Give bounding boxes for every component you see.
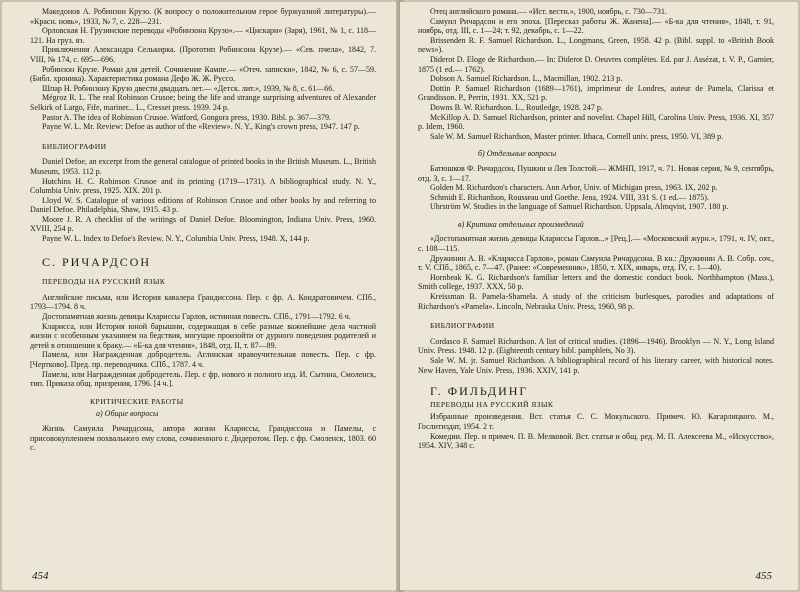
bib-entry: Uhrström W. Studies in the language of Samuel Richardson. Uppsala, Almqvist, 1907. 180 р. [430, 202, 729, 212]
bib-entry: Самуил Ричардсон и его эпоха. [Пересказ работы Ж. Жанена].— «Б-ка для чтения», 1848, т. 91, ноябрь, отд. III, с. 1—24; т. 92, декабрь, с. 1—22. [418, 16, 774, 36]
bib-entry: Schmidt E. Richardson, Rousseau und Goethe. Jena, 1924. VIII, 331 S. (1 ed.— 1875). [430, 192, 709, 202]
bib-entry: Дружинин А. В. «Кларисса Гарлов», роман Самуила Ричардсона. В кн.: Дружинин А. В. Собр. соч., т. V. СПб., 1865, с. 7—47. (Ранее: «Современник», 1850, т. XIX, январь, отд. IV, с. 1—40). [418, 253, 774, 273]
left-bibliography-heading: БИБЛИОГРАФИИ [42, 141, 107, 151]
page-number-right: 455 [755, 570, 772, 582]
bib-entry: «Достопамятная жизнь девицы Клариссы Гарлов...» [Рец.].— «Московский журн.», 1791, ч. IV, окт., с. 108—115. [418, 234, 774, 254]
bib-entry: Dobson A. Samuel Richardson. L., Macmillan, 1902. 213 р. [430, 74, 623, 84]
general-questions-subheading: а) Общие вопросы [96, 409, 159, 419]
left-page [2, 2, 396, 590]
bib-entry: Орловская Н. Грузинские переводы «Робинзона Крузо».— «Цискари» (Заря), 1961, № 1, с. 118—121. На груз. яз. [30, 26, 376, 45]
bib-entry: Отец английского романа.— «Ист. вестн.», 1900, ноябрь, с. 730—731. [430, 7, 667, 16]
bib-entry: Жизнь Самуила Ричардсона, автора жизни Клариссы, Грандиссона и Памелы, с присовокуплением похвального ему слова, сочиненного г. Дидеротом. Пер. с фр. Смоленск, 1803. 60 с. [30, 423, 376, 453]
bib-entry: Избранные произведения. Вст. статья С. С. Мокульского. Примеч. Ю. Кагарлицкого. М., Гослитиздат, 1954. 2 т. [418, 412, 774, 431]
richardson-translations-heading: ПЕРЕВОДЫ НА РУССКИЙ ЯЗЫК [42, 277, 166, 287]
left-block-4 [30, 424, 376, 453]
section-title-richardson: С. РИЧАРДСОН [42, 254, 152, 269]
bib-entry: Diderot D. Eloge de Richardson.— In: Diderot D. Oeuvres complètes. Ed. par J. Assézat, t. V. P., Garnier, 1875 (1 ed.— 1762). [418, 54, 774, 74]
right-block-4 [418, 337, 774, 375]
bib-entry: Sale W. M. jr. Samuel Richardson. A bibliographical record of his literary career, with historical notes. New Haven, Yale Univ. Press, 1936. XXIV, 141 р. [418, 356, 774, 375]
bib-entry: Батюшков Ф. Ричардсон, Пушкин и Лев Толстой.— ЖМНП, 1917, ч. 71. Новая серия, № 9, сентябрь, отд. 3, с. 1—17. [418, 163, 774, 183]
works-criticism-subheading: в) Критика отдельных произведений [458, 219, 584, 229]
right-block-1 [418, 7, 774, 141]
bib-entry: Приключения Александра Селькирка. (Прототип Робинсона Крузе).— «Сев. пчела», 1842, 7. VIII, № 174, с. 695—696. [30, 45, 376, 64]
bib-entry: Mégroz R. L. The real Robinson Crusoe; being the life and strange surprising adventures of Alexander Selkirk of Largo, Fife, mariner... L., Cresset press. 1939. 24 р. [30, 93, 376, 112]
bib-entry: Downs B. W. Richardson. L., Routledge, 1928. 247 р. [430, 102, 603, 112]
bib-entry: Sale W. M. Samuel Richardson, Master printer. Ithaca, Cornell univ. press, 1950. VI, 389 р. [430, 131, 724, 141]
special-questions-subheading: б) Отдельные вопросы [478, 149, 557, 159]
bib-entry: Английские письма, или История кавалера Грандиссона. Пер. с фр. А. Кондратовичем. СПб., 1793—1794. 8 ч. [30, 292, 376, 312]
right-bibliography-heading: БИБЛИОГРАФИИ [430, 321, 495, 331]
bib-entry: Pastor A. The idea of Robinson Crusoe. Watford, Gongora press, 1930. Bibl. р. 367—379. [42, 112, 332, 122]
bib-entry: Достопамятная жизнь девицы Клариссы Гарлов, истинная повесть. СПб., 1791—1792. 6 ч. [42, 312, 351, 322]
right-page [400, 2, 798, 590]
right-block-5 [418, 412, 774, 450]
bib-entry: Payne W. L. Mr. Review: Defoe as author of the «Review». N. Y., King's crown press, 1947. 147 р. [42, 122, 360, 132]
bib-entry: Golden M. Richardson's characters. Ann Arbor, Univ. of Michigan press, 1963. IX, 202 р. [430, 183, 718, 193]
bib-entry: Dottin P. Samuel Richardson (1689—1761), imprimeur de Londres, auteur de Pamela, Clarissa et Grandisson. P., Perrin, 1931. XX, 521 р. [418, 83, 774, 103]
right-block-3 [418, 234, 774, 311]
left-block-2 [30, 157, 376, 243]
bib-entry: Шпар Н. Робинзону Крузо двести двадцать лет.— «Детск. лит.», 1939, № 8, с. 61—66. [42, 83, 335, 93]
bib-entry: Кларисса, или История юной барышни, содержащая в себе разные важнейшие дела частной жизни с особенным указанием на бедствия, могущие произойти от дурного поведения родителей и детей в отношении к браку.— «Б-ка для чтения», 1848, отд. II, т. 87—89. [30, 321, 376, 350]
bib-entry: Hornbeak K. G. Richardson's familiar letters and the domestic conduct book. Northhampton (Mass.), Smith college, 1937. XXX, 50 р. [418, 272, 774, 292]
bib-entry: Kreissman B. Pamela-Shamela. A study of the criticism burlesques, parodies and adaptations of Richardson's «Pamela». Lincoln, Nebraska Univ. Press, 1960, 98 р. [418, 292, 774, 311]
bib-entry: Daniel Defoe, an excerpt from the general catalogue of printed books in the British Museum. L., British Museum, 1953. 112 р. [30, 157, 376, 176]
bib-entry: Робинзон Крузе. Роман для детей. Сочинение Кампе.— «Отеч. записки», 1842, № 6, с. 57—59. (Библ. хроника). Характеристика романа Дефо Ж. Ж. Руссо. [30, 64, 376, 84]
bib-entry: Hutchins H. C. Robinson Crusoe and its printing (1719—1731). A bibliographical study. N. Y., Columbia Univ. press, 1925. XIX. 201 р. [30, 176, 376, 196]
bib-entry: McKillop A. D. Samuel Richardson, printer and novelist. Chapel Hill, Carolina Univ. Press, 1936. XI, 357 р. Idem, 1960. [418, 112, 774, 132]
bib-entry: Moore J. R. A checklist of the writings of Daniel Defoe. Bloomington, Indiana Univ. Press, 1960. XVIII, 254 р. [30, 214, 376, 234]
section-title-fielding: Г. ФИЛЬДИНГ [430, 384, 529, 399]
bib-entry: Македонов А. Робинзон Крузо. (К вопросу о положительном герое буржуазной литературы).— «Красн. новь», 1933, № 7, с. 228—231. [30, 7, 376, 26]
left-block-3 [30, 293, 376, 389]
bib-entry: Памела, или Награжденная добродетель. Аглинская нравоучительная повесть. Пер. с фр. [Чертково]. Пред. пр. переводчика. СПб., 1787. 4 ч. [30, 350, 376, 369]
left-block-1 [30, 7, 376, 132]
bib-entry: Комедии. Пер. и примеч. П. В. Мелковой. Вст. статья и общ. ред. М. П. Алексеева М., «Искусство», 1954. XIV, 348 с. [418, 431, 774, 451]
bib-entry: Памела, или Награжденная добродетель. Пер. с фр. нового и полного изд. И. Сытина, Смоленск, тип. Приказа общ. призрения, 1796. [4 ч.]. [30, 369, 376, 389]
bib-entry: Cordasco F. Samuel Richardson. A list of critical studies. (1896—1946). Brooklyn — N. Y., Long Island Univ. Press. 1948. 12 р. (Eighteenth century bibl. pamphlets, No 3). [418, 336, 774, 356]
page-number-left: 454 [32, 570, 49, 582]
critical-works-heading: КРИТИЧЕСКИЕ РАБОТЫ [90, 396, 184, 406]
fielding-translations-heading: ПЕРЕВОДЫ НА РУССКИЙ ЯЗЫК [430, 399, 554, 409]
bib-entry: Payne W. L. Index to Defoe's Review. N. Y., Columbia Univ. Press, 1948. X, 144 р. [42, 234, 310, 244]
bib-entry: Lloyd W. S. Catalogue of various editions of Robinson Crusoe and other books by and referring to Daniel Defoe. Philadelphia, Shaw, 1915. 43 р. [30, 195, 376, 215]
bib-entry: Brissenden R. F. Samuel Richardson. L., Longmans, Green, 1958. 42 р. (Bibl. suppl. to «British Book news»). [418, 35, 774, 55]
right-block-2 [418, 164, 774, 212]
right-column [418, 7, 774, 451]
left-column [30, 7, 376, 453]
